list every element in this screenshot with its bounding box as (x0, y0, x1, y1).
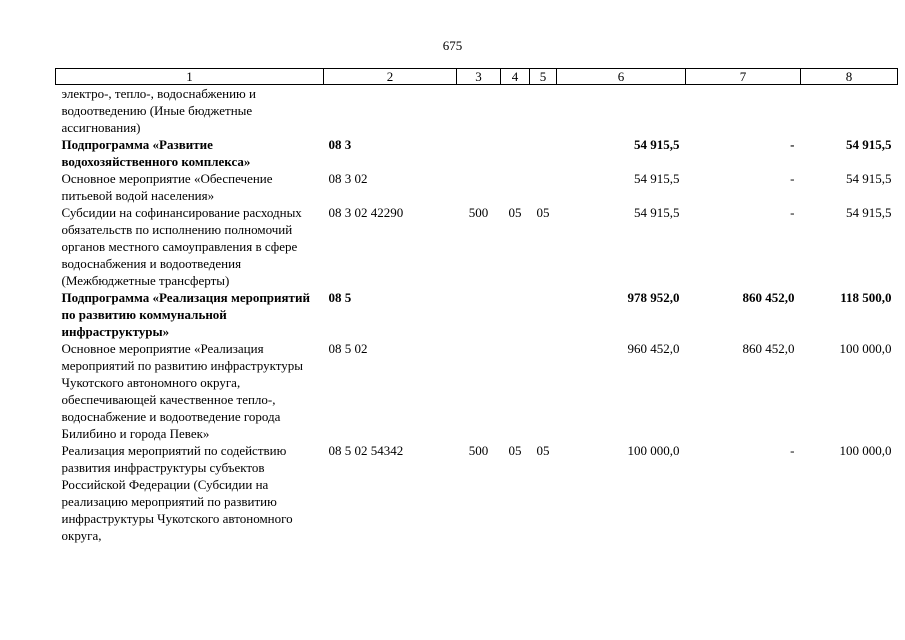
row-col4 (501, 85, 530, 137)
row-col3: 500 (468, 443, 489, 458)
row-col7: 860 452,0 (742, 341, 795, 356)
row-col3 (457, 170, 501, 204)
row-col4 (501, 289, 530, 340)
column-header-4: 4 (501, 69, 530, 85)
table-row (56, 340, 898, 442)
budget-table (55, 68, 898, 544)
column-header-8: 8 (801, 69, 898, 85)
row-col5: 05 (536, 443, 550, 458)
column-header-7: 7 (686, 69, 801, 85)
row-col8: 118 500,0 (840, 290, 892, 305)
row-col8: 54 915,5 (846, 137, 892, 152)
row-code: 08 3 02 42290 (328, 205, 404, 220)
row-total: 54 915,5 (634, 171, 680, 186)
row-col8: 100 000,0 (839, 443, 892, 458)
row-code: 08 5 02 (328, 341, 368, 356)
row-code: 08 5 (328, 290, 352, 305)
row-col5: 05 (536, 205, 550, 220)
table-row (56, 85, 898, 137)
row-col7: 860 452,0 (742, 290, 795, 305)
table-row (56, 204, 898, 289)
row-total: 960 452,0 (627, 341, 680, 356)
row-col3 (457, 136, 501, 170)
row-col4 (501, 136, 530, 170)
row-col3 (457, 85, 501, 137)
row-col4 (501, 170, 530, 204)
row-col8: 54 915,5 (846, 171, 892, 186)
row-col8: 100 000,0 (839, 341, 892, 356)
page-number: 675 (442, 38, 463, 53)
row-name: Основное мероприятие «Реализация мероприятий по развитию инфраструктуры Чукотского автономного округа, обеспечивающей качественное тепло-, водоснабжение и водоотведение города Билибино и города Певек» (61, 341, 303, 441)
row-name: электро-, тепло-, водоснабжению и водоотведению (Иные бюджетные ассигнования) (61, 86, 256, 135)
row-name: Основное мероприятие «Обеспечение питьевой водой населения» (61, 171, 273, 203)
row-col4 (501, 340, 530, 442)
row-col3 (457, 289, 501, 340)
row-col4: 05 (508, 205, 522, 220)
table-row (56, 289, 898, 340)
row-col3 (457, 340, 501, 442)
header-row (56, 69, 898, 85)
row-code: 08 3 (328, 137, 352, 152)
row-name: Подпрограмма «Развитие водохозяйственного комплекса» (61, 137, 251, 169)
row-total: 100 000,0 (627, 443, 680, 458)
row-total (557, 85, 686, 137)
row-code: 08 5 02 54342 (328, 443, 404, 458)
row-col3: 500 (468, 205, 489, 220)
row-col5 (530, 289, 557, 340)
row-total: 978 952,0 (627, 290, 680, 305)
row-col7: - (790, 443, 795, 458)
column-header-6: 6 (557, 69, 686, 85)
table-row (56, 170, 898, 204)
row-col5 (530, 85, 557, 137)
table-row (56, 442, 898, 544)
column-header-1: 1 (56, 69, 324, 85)
row-col7 (686, 85, 801, 137)
row-name: Реализация мероприятий по содействию развития инфраструктуры субъектов Российской Федерации (Субсидии на реализацию мероприятий по развитию инфраструктуры Чукотского автономного округа, (61, 443, 293, 543)
row-total: 54 915,5 (634, 205, 680, 220)
row-col4: 05 (508, 443, 522, 458)
row-col7: - (790, 171, 795, 186)
row-col5 (530, 170, 557, 204)
row-col5 (530, 136, 557, 170)
row-col7: - (790, 137, 795, 152)
column-header-3: 3 (457, 69, 501, 85)
row-name: Подпрограмма «Реализация мероприятий по развитию коммунальной инфраструктуры» (61, 290, 310, 339)
row-code (324, 85, 457, 137)
row-col5 (530, 340, 557, 442)
row-code: 08 3 02 (328, 171, 368, 186)
row-name: Субсидии на софинансирование расходных обязательств по исполнению полномочий органов местного самоуправления в сфере водоснабжения и водоотведения (Межбюджетные трансферты) (61, 205, 302, 288)
row-col8 (801, 85, 898, 137)
column-header-5: 5 (530, 69, 557, 85)
row-col7: - (790, 205, 795, 220)
column-header-2: 2 (324, 69, 457, 85)
table-row (56, 136, 898, 170)
row-col8: 54 915,5 (846, 205, 892, 220)
row-total: 54 915,5 (634, 137, 680, 152)
